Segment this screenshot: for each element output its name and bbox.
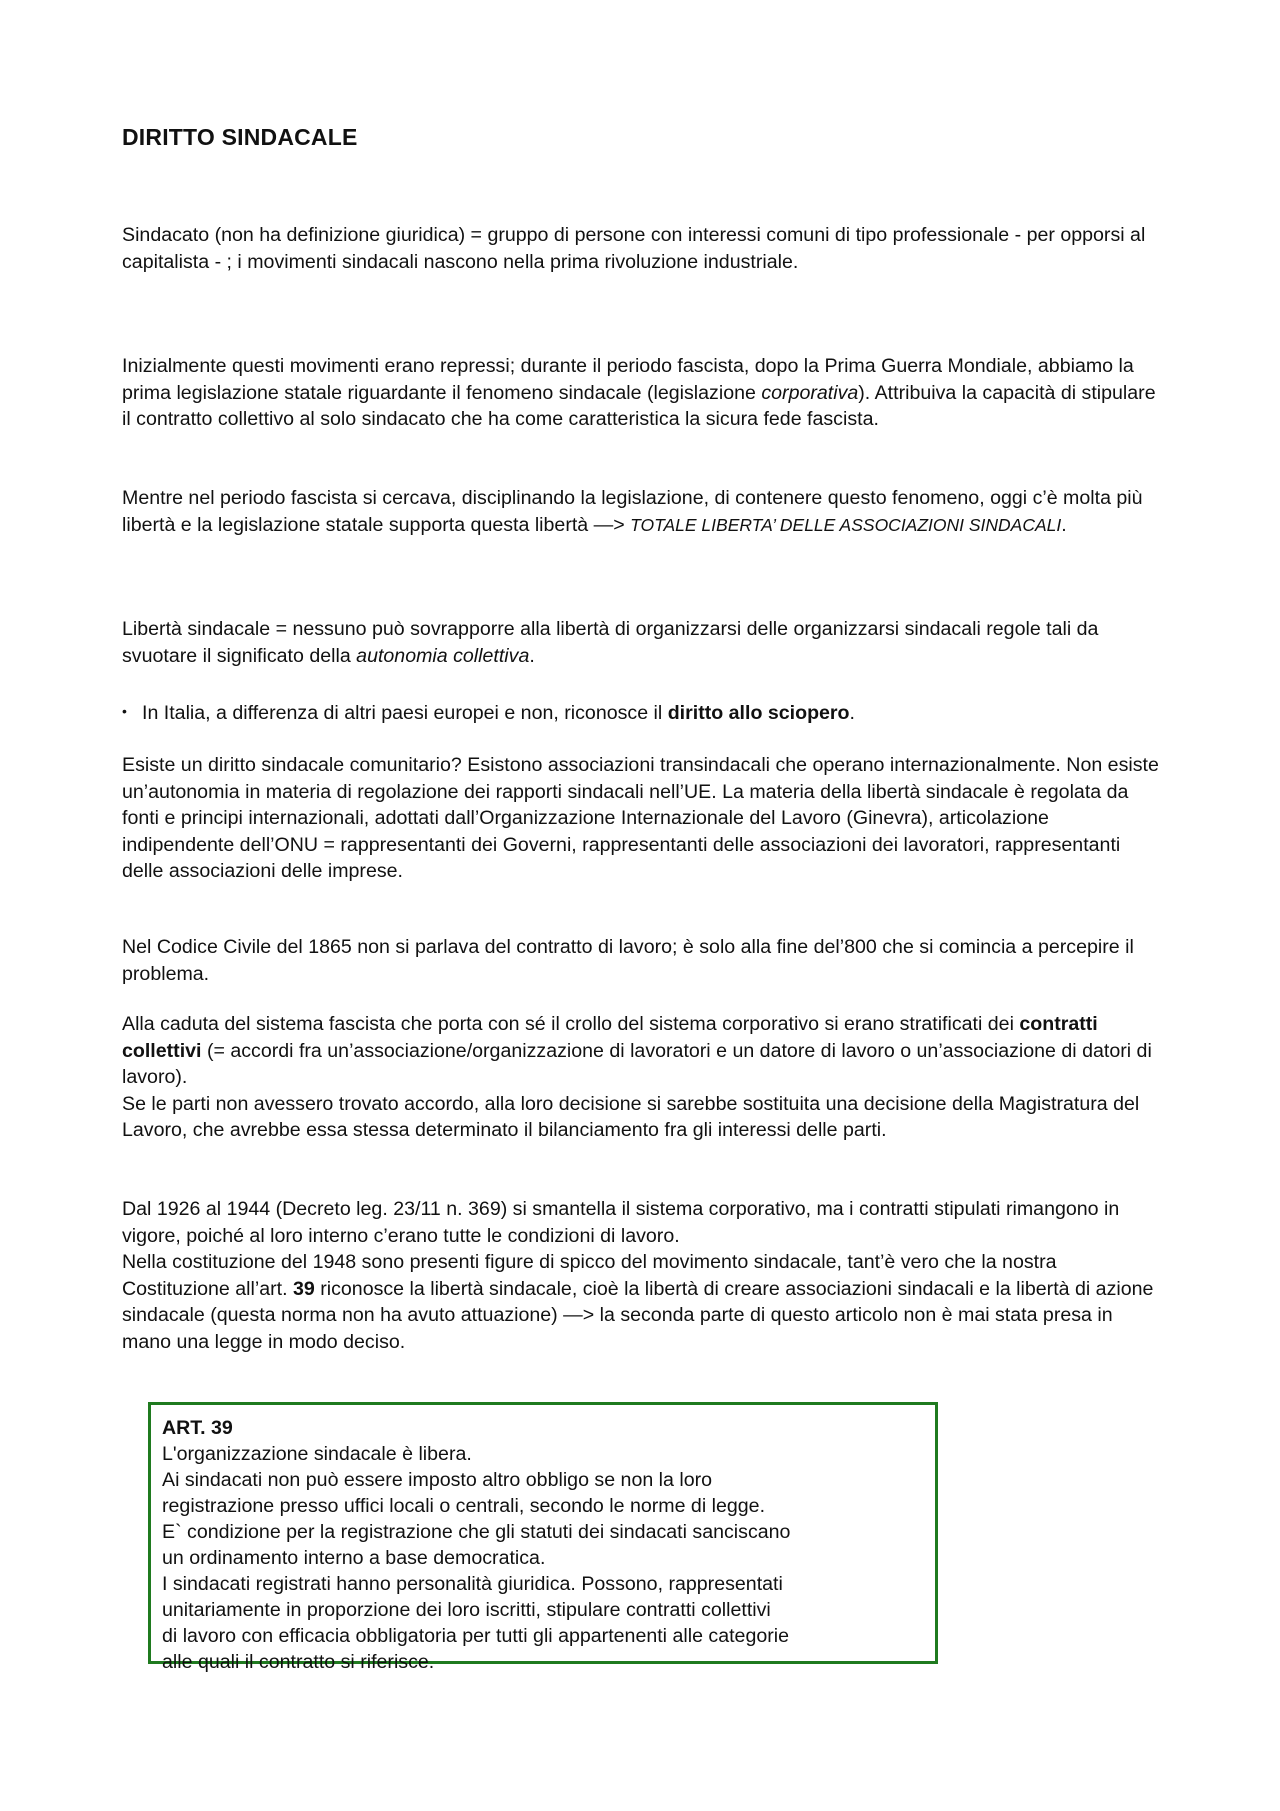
paragraph-liberta-text-b: . <box>1061 513 1067 536</box>
article-39-line: E` condizione per la registrazione che gli statuti dei sindacati sanciscano <box>162 1521 791 1543</box>
article-39-line: L'organizzazione sindacale è libera. <box>162 1443 472 1465</box>
paragraph-costituzione <box>122 1196 1162 1355</box>
paragraph-codice-civile: Nel Codice Civile del 1865 non si parlava del contratto di lavoro; è solo alla fine del’800 che si comincia a percepire il problema. <box>122 936 1134 985</box>
paragraph-liberta-text-a: Mentre nel periodo fascista si cercava, disciplinando la legislazione, di contenere questo fenomeno, oggi c’è molta più libertà e la legislazione statale supporta questa libertà —> <box>122 487 1143 536</box>
article-39-line: unitariamente in proporzione dei loro iscritti, stipulare contratti collettivi <box>162 1599 771 1621</box>
paragraph-liberta-italic: TOTALE LIBERTA’ DELLE ASSOCIAZIONI SINDACALI <box>630 514 1062 535</box>
paragraph-diritto-comunitario: Esiste un diritto sindacale comunitario? Esistono associazioni transindacali che operano internazionalmente. Non esiste un’autonomia in materia di regolazione dei rapporti sindacali nell’UE. La materia della libertà sindacale è regolata da fonti e principi internazionali, adottati dall’Organizzazione Internazionale del Lavoro (Ginevra), articolazione indipendente dell’ONU = rappresentanti dei Governi, rappresentanti delle associazioni dei lavoratori, rappresentanti delle associazioni delle imprese. <box>122 754 1159 882</box>
bullet-dot-icon: • <box>122 703 127 719</box>
bullet-item-sciopero <box>122 698 1162 727</box>
paragraph-fascismo-text-a: Inizialmente questi movimenti erano repressi; durante il periodo fascista, dopo la Prima Guerra Mondiale, abbiamo la prima legislazione statale riguardante il fenomeno sindacale (legislazione <box>122 355 1134 404</box>
article-39-line: un ordinamento interno a base democratica. <box>162 1547 546 1569</box>
bullet-text-b: . <box>849 702 855 724</box>
article-39-line: di lavoro con efficacia obbligatoria per tutti gli appartenenti alle categorie <box>162 1625 790 1647</box>
bullet-text-a: In Italia, a differenza di altri paesi europei e non, riconosce il <box>142 702 668 724</box>
paragraph-contratti-bold: contratti collettivi <box>122 1013 1098 1062</box>
article-39-title: ART. 39 <box>162 1417 233 1439</box>
paragraph-contratti-text-b: (= accordi fra un’associazione/organizzazione di lavoratori e un datore di lavoro o un’associazione di datori di lavoro). <box>122 1039 1152 1088</box>
article-39-line: Ai sindacati non può essere imposto altro obbligo se non la loro <box>162 1469 713 1491</box>
paragraph-liberta-associazioni <box>122 485 1162 538</box>
paragraph-contratti-text-c: Se le parti non avessero trovato accordo, alla loro decisione si sarebbe sostituita una decisione della Magistratura del Lavoro, che avrebbe essa stessa determinato il bilanciamento fra gli interessi delle parti. <box>122 1092 1140 1141</box>
paragraph-contratti-collettivi <box>122 1011 1162 1144</box>
paragraph-fascismo-text-b: ). Attribuiva la capacità di stipulare il contratto collettivo al solo sindacato che ha come caratteristica la sicura fede fascista. <box>122 381 1156 430</box>
paragraph-costituzione-text-c: riconosce la libertà sindacale, cioè la libertà di creare associazioni sindacali e la libertà di azione sindacale (questa norma non ha avuto attuazione) —> la seconda parte di questo articolo non è mai stata presa in mano una legge in modo deciso. <box>122 1277 1154 1353</box>
article-39-box <box>148 1402 938 1673</box>
paragraph-fascismo <box>122 353 1162 433</box>
paragraph-liberta-sindacale-text-b: . <box>529 644 535 667</box>
paragraph-contratti-text-a: Alla caduta del sistema fascista che porta con sé il crollo del sistema corporativo si erano stratificati dei <box>122 1013 1020 1035</box>
paragraph-costituzione-text-a: Dal 1926 al 1944 (Decreto leg. 23/11 n. 369) si smantella il sistema corporativo, ma i contratti stipulati rimangono in vigore, poiché al loro interno c’erano tutte le condizioni di lavoro. <box>122 1198 1120 1247</box>
document-title: DIRITTO SINDACALE <box>122 124 358 150</box>
paragraph-costituzione-text-b: Nella costituzione del 1948 sono presenti figure di spicco del movimento sindacale, tant’è vero che la nostra Costituzione all’art. <box>122 1251 1057 1300</box>
article-39-line: alle quali il contratto si riferisce. <box>162 1651 435 1673</box>
paragraph-sindacato: Sindacato (non ha definizione giuridica) = gruppo di persone con interessi comuni di tipo professionale - per opporsi al capitalista - ; i movimenti sindacali nascono nella prima rivoluzione industriale. <box>122 224 1146 273</box>
paragraph-liberta-sindacale-italic: autonomia collettiva <box>356 644 530 667</box>
paragraph-costituzione-bold: 39 <box>292 1277 315 1300</box>
paragraph-liberta-sindacale-text-a: Libertà sindacale = nessuno può sovrapporre alla libertà di organizzarsi delle organizzarsi sindacali regole tali da svuotare il significato della <box>122 618 1099 667</box>
paragraph-fascismo-italic: corporativa <box>761 381 859 404</box>
article-39-line: registrazione presso uffici locali o centrali, secondo le norme di legge. <box>162 1495 766 1517</box>
bullet-bold: diritto allo sciopero <box>667 702 850 724</box>
paragraph-liberta-sindacale <box>122 616 1162 669</box>
article-39-line: I sindacati registrati hanno personalità giuridica. Possono, rappresentati <box>162 1573 783 1595</box>
